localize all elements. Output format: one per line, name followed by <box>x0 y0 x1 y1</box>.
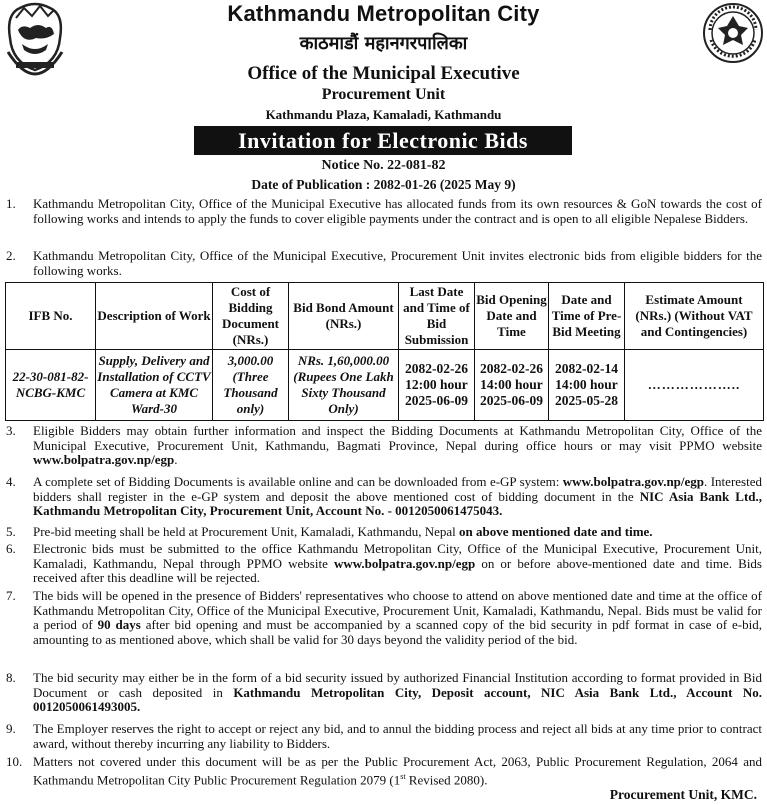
paragraph-number: 6. <box>6 541 16 556</box>
paragraph-text: Kathmandu Metropolitan City, Office of the Municipal Executive, Procurement Unit invites electronic bids from eligible bidders for the following works. <box>33 248 762 278</box>
column-header-pre-bid: Date and Time of Pre-Bid Meeting <box>549 283 625 350</box>
paragraph-text: Electronic bids must be submitted to the office Kathmandu Metropolitan City, Office of the Municipal Executive, Procurement Unit, Kamaladi, Kathmandu, Nepal through PPMO website www.bolpatra.gov.np/egp on or before above-mentioned date and time. Bids received after this deadline will be rejected. <box>33 541 762 585</box>
notice-number: Notice No. 22-081-82 <box>321 158 446 173</box>
cell-cost: 3,000.00 (Three Thousand only) <box>213 350 289 421</box>
column-header-bid-bond: Bid Bond Amount (NRs.) <box>289 283 399 350</box>
paragraph-text: Eligible Bidders may obtain further information and inspect the Bidding Documents at Kathmandu Metropolitan City, Office of the Municipal Executive, Procurement Unit, Kathmandu, Bagmati Province, Nepal during office hours or may visit PPMO website www.bolpatra.gov.np/egp. <box>33 423 762 467</box>
paragraph-6 <box>6 542 762 586</box>
website-link[interactable]: www.bolpatra.gov.np/egp <box>33 452 175 467</box>
cell-pre-bid: 2082-02-14 14:00 hour 2025-05-28 <box>549 350 625 421</box>
paragraph-number: 3. <box>6 423 16 438</box>
cell-opening: 2082-02-26 14:00 hour 2025-06-09 <box>475 350 549 421</box>
paragraph-9 <box>6 722 762 751</box>
paragraph-number: 10. <box>6 754 23 769</box>
paragraph-text: Pre-bid meeting shall be held at Procurement Unit, Kamaladi, Kathmandu, Nepal on above mentioned date and time. <box>33 524 653 539</box>
column-header-ifb: IFB No. <box>6 283 96 350</box>
table-header-row <box>6 283 764 350</box>
cell-ifb: 22-30-081-82-NCBG-KMC <box>6 350 96 421</box>
notice-banner: Invitation for Electronic Bids <box>194 126 572 155</box>
paragraph-3 <box>6 424 762 468</box>
paragraph-1 <box>6 197 762 226</box>
website-link[interactable]: www.bolpatra.gov.np/egp <box>333 555 476 571</box>
publication-date: Date of Publication : 2082-01-26 (2025 May 9) <box>251 177 516 192</box>
cell-description: Supply, Delivery and Installation of CCTV Camera at KMC Ward-30 <box>96 350 213 421</box>
paragraph-text: Kathmandu Metropolitan City, Office of the Municipal Executive has allocated funds from its own resources & GoN towards the cost of following works and intends to apply the funds to cover eligible payments under the contract and is open to all eligible Nepalese Bidders. <box>33 196 762 226</box>
city-title-nepali: काठमाडौं महानगरपालिका <box>299 33 468 54</box>
paragraph-text: Matters not covered under this document will be as per the Public Procurement Act, 2063, Public Procurement Regulation, 2064 and Kathmandu Metropolitan City Public Procurement Regulation 2079 (1st Revised 2080). <box>33 754 762 787</box>
column-header-last-date: Last Date and Time of Bid Submission <box>399 283 475 350</box>
column-header-estimate: Estimate Amount (NRs.) (Without VAT and Contingencies) <box>625 283 764 350</box>
paragraph-8 <box>6 671 762 715</box>
cell-last-date: 2082-02-26 12:00 hour 2025-06-09 <box>399 350 475 421</box>
bank-account: NIC Asia Bank Ltd., Kathmandu Metropolitan City, Procurement Unit, Account No. - 0012050061475043. <box>33 488 763 518</box>
paragraph-number: 8. <box>6 670 16 685</box>
paragraph-number: 2. <box>6 248 16 263</box>
paragraph-number: 1. <box>6 196 16 211</box>
paragraph-number: 4. <box>6 474 16 489</box>
column-header-opening: Bid Opening Date and Time <box>475 283 549 350</box>
paragraph-10 <box>6 755 762 787</box>
unit-title: Procurement Unit <box>321 86 446 103</box>
column-header-description: Description of Work <box>96 283 213 350</box>
bid-table <box>5 282 764 421</box>
cell-estimate: ……………….. <box>625 350 764 421</box>
signature-line: Procurement Unit, KMC. <box>609 787 757 802</box>
paragraph-text: A complete set of Bidding Documents is available online and can be downloaded from e-GP system: www.bolpatra.gov.np/egp. Interested bidders shall register in the e-GP system and deposit the above mentioned cost of bidding document in the NIC Asia Bank Ltd., Kathmandu Metropolitan City, Procurement Unit, Account No. - 0012050061475043. <box>33 474 763 518</box>
paragraph-number: 5. <box>6 524 16 539</box>
paragraph-text: The Employer reserves the right to accept or reject any bid, and to annul the bidding process and reject all bids at any time prior to contract award, without thereby incurring any liability to Bidders. <box>33 721 762 751</box>
paragraph-number: 9. <box>6 721 16 736</box>
paragraph-text: The bids will be opened in the presence of Bidders' representatives who choose to attend on above mentioned date and time at the office of Kathmandu Metropolitan City, Office of the Municipal Executive, Procurement Unit, Kamaladi, Kathmandu, Nepal. Bids must be valid for a period of 90 days after bid opening and must be accompanied by a scanned copy of the bid security in pdf format in case of e-bid, amounting to as mentioned above, which shall be valid for 30 days beyond the validity period of the bid. <box>33 588 762 647</box>
office-title: Office of the Municipal Executive <box>247 63 520 84</box>
paragraph-7 <box>6 589 762 647</box>
paragraph-text: The bid security may either be in the form of a bid security issued by authorized Financial Institution according to format provided in Bid Document or cash deposited in Kathmandu Metropolitan City, Deposit account, NIC Asia Bank Ltd., Account No. 0012050061493005. <box>33 670 762 714</box>
paragraph-number: 7. <box>6 588 16 603</box>
bank-account: Kathmandu Metropolitan City, Deposit account, NIC Asia Bank Ltd., Account No. 0012050061493005. <box>33 684 762 714</box>
column-header-cost: Cost of Bidding Document (NRs.) <box>213 283 289 350</box>
table-row <box>6 350 764 421</box>
paragraph-4 <box>6 475 762 519</box>
city-title: Kathmandu Metropolitan City <box>227 1 540 26</box>
paragraph-2 <box>6 249 762 278</box>
website-link[interactable]: www.bolpatra.gov.np/egp <box>562 474 705 489</box>
office-address: Kathmandu Plaza, Kamaladi, Kathmandu <box>265 107 502 122</box>
paragraph-5 <box>6 525 762 540</box>
cell-bid-bond: NRs. 1,60,000.00 (Rupees One Lakh Sixty Thousand Only) <box>289 350 399 421</box>
